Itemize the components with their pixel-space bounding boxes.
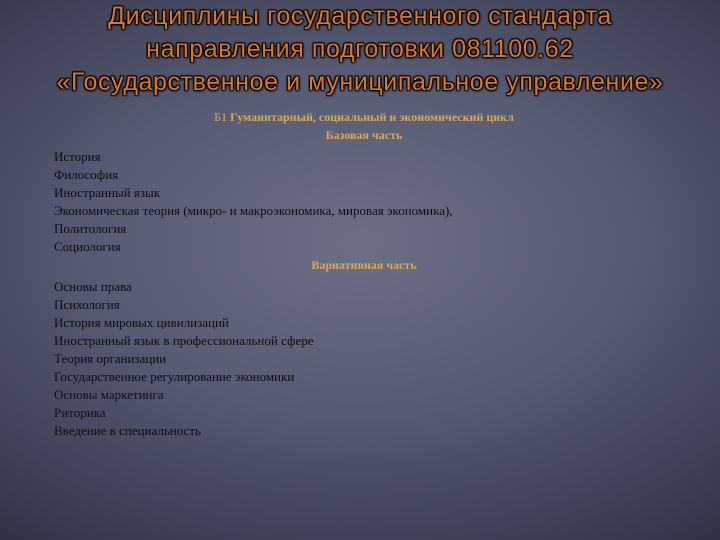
slide-content bbox=[54, 108, 674, 440]
list-item: Введение в специальность bbox=[54, 423, 201, 438]
title-line-1: Дисциплины государственного стандарта bbox=[108, 2, 612, 30]
list-item: Основы маркетинга bbox=[54, 387, 164, 402]
list-item: Политология bbox=[54, 221, 127, 236]
title-line-3: «Государственное и муниципальное управление» bbox=[56, 68, 664, 96]
list-item: Иностранный язык в профессиональной сфере bbox=[54, 333, 314, 348]
basic-items-list bbox=[54, 148, 674, 256]
cycle-heading bbox=[54, 108, 674, 126]
list-item: История мировых цивилизаций bbox=[54, 315, 229, 330]
variable-part-heading: Вариативная часть bbox=[311, 258, 417, 272]
list-item: Основы права bbox=[54, 279, 132, 294]
list-item: Психология bbox=[54, 297, 120, 312]
basic-part-heading: Базовая часть bbox=[325, 128, 403, 142]
title-line-2: направления подготовки 081100.62 bbox=[146, 35, 574, 63]
list-item: Теория организации bbox=[54, 351, 167, 366]
slide-title bbox=[0, 0, 720, 99]
list-item: История bbox=[54, 149, 101, 164]
cycle-code: Б1 bbox=[214, 110, 228, 124]
cycle-title: Гуманитарный, социальный и экономический цикл bbox=[230, 110, 514, 124]
list-item: Социология bbox=[54, 239, 121, 254]
list-item: Философия bbox=[54, 167, 119, 182]
list-item: Экономическая теория (микро- и макроэкономика, мировая экономика), bbox=[54, 203, 453, 218]
list-item: Иностранный язык bbox=[54, 185, 161, 200]
list-item: Государственное регулирование экономики bbox=[54, 369, 295, 384]
list-item: Риторика bbox=[54, 405, 106, 420]
variable-items-list bbox=[54, 278, 674, 440]
